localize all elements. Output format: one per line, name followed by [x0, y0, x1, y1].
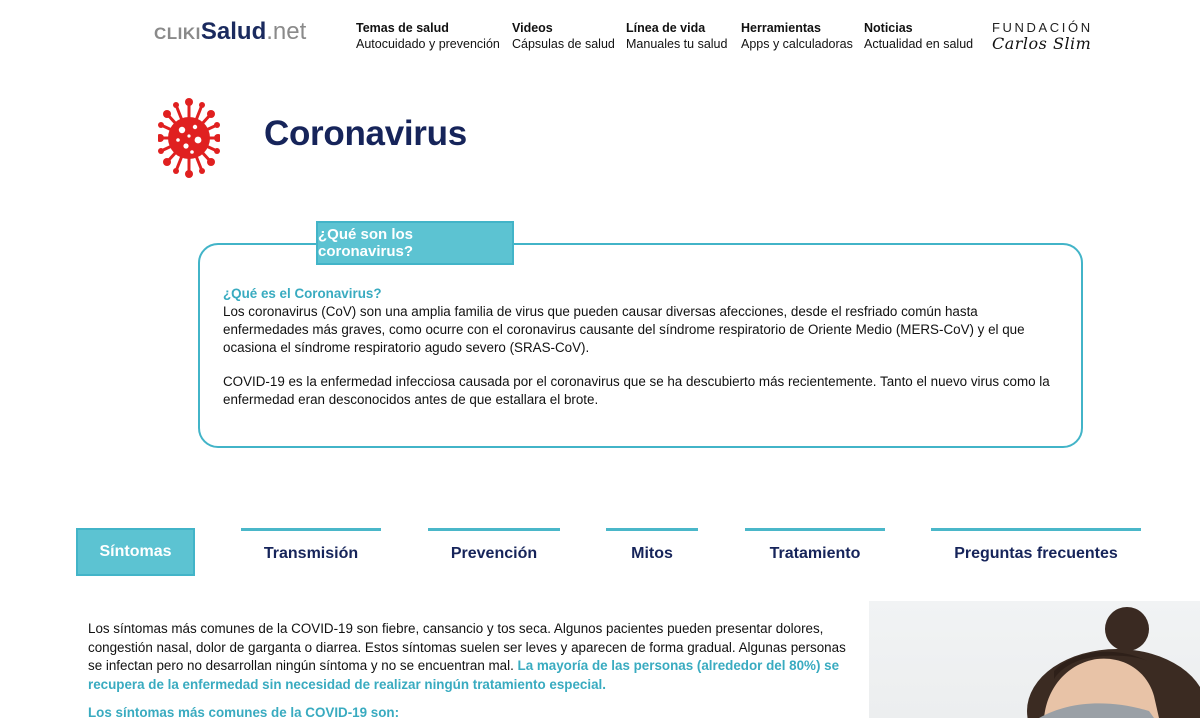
page-title: Coronavirus — [264, 114, 467, 153]
fundacion-name: Carlos Slim — [992, 34, 1092, 53]
nav-title: Noticias — [864, 21, 913, 35]
logo-net: .net — [266, 18, 307, 45]
info-box-tab: ¿Qué son los coronavirus? — [316, 221, 514, 265]
symptoms-highlight: La mayoría de las personas (alrededor del 80%) se recupera de la enfermedad sin necesidad de realizar ningún tratamiento especial. — [88, 658, 840, 692]
nav-title: Línea de vida — [626, 21, 706, 35]
nav-title: Herramientas — [741, 21, 821, 35]
nav-subtitle: Actualidad en salud — [864, 37, 974, 51]
info-paragraph-2: COVID-19 es la enfermedad infecciosa causada por el coronavirus que se ha descubierto más recientemente. Tanto el nuevo virus como la enfermedad eran desconocidos antes de que estallara el brote. — [223, 374, 1050, 407]
tab-preguntas-frecuentes[interactable]: Preguntas frecuentes — [931, 528, 1141, 576]
woman-illustration — [869, 601, 1200, 718]
nav-subtitle: Autocuidado y prevención — [356, 37, 500, 51]
nav-item-linea-de-vida[interactable] — [626, 20, 727, 53]
logo-salud: Salud — [200, 18, 267, 45]
info-paragraph-1: Los coronavirus (CoV) son una amplia familia de virus que pueden causar diversas afecciones, desde el resfriado común hasta enfermedades más graves, como ocurre con el coronavirus causante del síndrome respiratorio de Oriente Medio (MERS-CoV) y el que ocasiona el síndrome respiratorio agudo severo (SRAS-CoV). — [223, 304, 1025, 355]
nav-title: Temas de salud — [356, 21, 449, 35]
info-question: ¿Qué es el Coronavirus? — [223, 286, 382, 301]
logo-cliki: CLIKI — [154, 24, 201, 43]
nav-title: Videos — [512, 21, 553, 35]
nav-item-herramientas[interactable] — [741, 20, 853, 53]
info-box-content — [223, 285, 1063, 425]
tab-transmision[interactable]: Transmisión — [241, 528, 381, 576]
nav-item-noticias[interactable] — [864, 20, 973, 53]
site-logo[interactable] — [154, 18, 306, 50]
nav-item-videos[interactable] — [512, 20, 615, 53]
fundacion-label: FUNDACIÓN — [992, 20, 1093, 35]
fundacion-carlos-slim-logo[interactable] — [992, 20, 1110, 53]
tab-tratamiento[interactable]: Tratamiento — [745, 528, 885, 576]
symptoms-subheading: Los síntomas más comunes de la COVID-19 son: — [88, 705, 400, 718]
virus-icon — [158, 94, 220, 182]
nav-item-temas[interactable] — [356, 20, 500, 53]
symptoms-text — [88, 620, 848, 694]
nav-subtitle: Cápsulas de salud — [512, 37, 615, 51]
woman-coughing-photo — [869, 601, 1200, 718]
nav-subtitle: Manuales tu salud — [626, 37, 728, 51]
symptoms-paragraph: Los síntomas más comunes de la COVID-19 son fiebre, cansancio y tos seca. Algunos pacientes pueden presentar dolores, congestión nasal, dolor de garganta o diarrea. Estos síntomas suelen ser leves y aparecen de forma gradual. Algunas personas se infectan pero no desarrollan ningún síntoma y no se encuentran mal. — [88, 621, 846, 673]
tab-mitos[interactable]: Mitos — [606, 528, 698, 576]
nav-subtitle: Apps y calculadoras — [741, 37, 853, 51]
tab-prevencion[interactable]: Prevención — [428, 528, 560, 576]
tab-sintomas[interactable]: Síntomas — [76, 528, 195, 576]
